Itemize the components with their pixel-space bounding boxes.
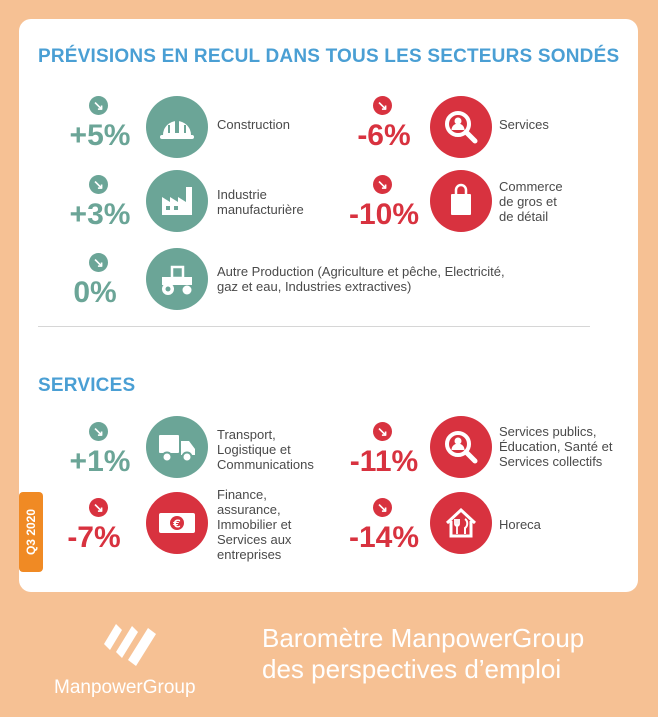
trend-arrow-icon: ↘ xyxy=(373,175,392,194)
sector-label: Commerce de gros et de détail xyxy=(499,179,563,224)
svg-text:€: € xyxy=(173,517,181,531)
footer-title-line1: Baromètre ManpowerGroup xyxy=(262,623,585,653)
sector-label: Services xyxy=(499,117,549,132)
service-services-publics xyxy=(346,422,636,502)
sector-label: Industrie manufacturière xyxy=(217,187,304,217)
trend-arrow-icon: ↘ xyxy=(89,422,108,441)
sector-label: Services publics, Éducation, Santé et Services collectifs xyxy=(499,424,613,469)
sector-label: Horeca xyxy=(499,517,541,532)
trend-arrow-icon: ↘ xyxy=(89,175,108,194)
footer-title xyxy=(262,623,584,685)
magnifier-person-icon xyxy=(430,416,492,478)
brand-name: ManpowerGroup xyxy=(54,677,196,698)
manpower-logo-icon xyxy=(98,610,162,670)
service-horeca xyxy=(346,498,596,578)
service-transport xyxy=(62,422,362,502)
sector-autre-production xyxy=(62,253,542,333)
quarter-label: Q3 2020 xyxy=(24,508,38,556)
section-divider xyxy=(38,326,590,327)
sector-percentage: +5% xyxy=(69,119,131,152)
sector-percentage: -7% xyxy=(67,521,121,554)
trend-arrow-icon: ↘ xyxy=(89,253,108,272)
sector-label: Finance, assurance, Immobilier et Services aux entreprises xyxy=(217,487,292,562)
hard-hat-icon xyxy=(146,96,208,158)
house-cutlery-icon xyxy=(430,492,492,554)
sector-services xyxy=(346,96,596,176)
sector-percentage: -14% xyxy=(348,521,420,554)
sector-percentage: +3% xyxy=(69,198,131,231)
trend-arrow-icon: ↘ xyxy=(89,498,108,517)
trend-arrow-icon: ↘ xyxy=(89,96,108,115)
trend-arrow-icon: ↘ xyxy=(373,498,392,517)
section-title-services: SERVICES xyxy=(38,375,136,396)
magnifier-person-icon xyxy=(430,96,492,158)
shopping-bag-icon xyxy=(430,170,492,232)
service-finance xyxy=(62,487,362,578)
sector-commerce xyxy=(346,175,596,255)
sector-percentage: -11% xyxy=(349,445,419,478)
sector-percentage: +1% xyxy=(69,445,131,478)
section-title-sectors: PRÉVISIONS EN RECUL DANS TOUS LES SECTEURS SONDÉS xyxy=(38,46,620,67)
sector-label: Transport, Logistique et Communications xyxy=(217,427,314,472)
footer-title-line2: des perspectives d’emploi xyxy=(262,654,562,684)
sector-construction xyxy=(62,96,362,176)
quarter-tab xyxy=(19,492,43,572)
sector-percentage: -6% xyxy=(357,119,411,152)
trend-arrow-icon: ↘ xyxy=(373,96,392,115)
tractor-icon xyxy=(146,248,208,310)
sector-percentage: 0% xyxy=(73,276,117,309)
factory-icon xyxy=(146,170,208,232)
sector-label: Autre Production (Agriculture et pêche, Electricité, gaz et eau, Industries extractives) xyxy=(217,264,505,294)
truck-icon xyxy=(146,416,208,478)
sector-percentage: -10% xyxy=(348,198,420,231)
sector-label: Construction xyxy=(217,117,290,132)
euro-banknote-icon xyxy=(146,492,208,554)
sector-industrie xyxy=(62,175,362,255)
trend-arrow-icon: ↘ xyxy=(373,422,392,441)
